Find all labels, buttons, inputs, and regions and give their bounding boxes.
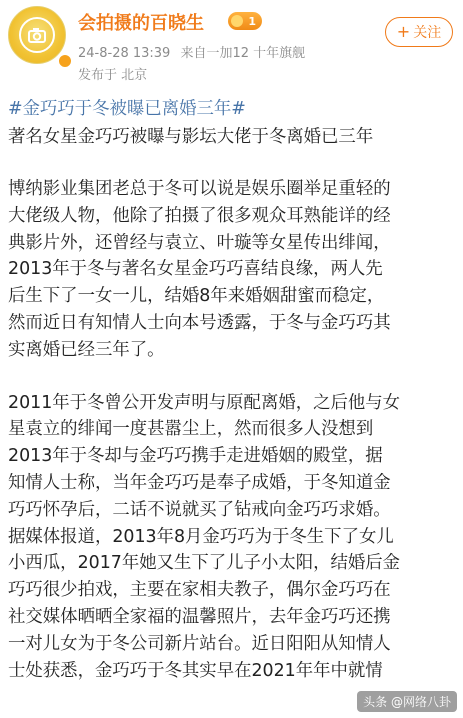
camera-icon <box>26 24 48 46</box>
paragraph-line: 一对儿女为于冬公司新片站台。近日阳阳从知情人 <box>8 633 391 654</box>
post-meta <box>78 42 311 61</box>
paragraph-line: 然而近日有知情人士向本号透露，于冬与金巧巧其 <box>8 312 391 333</box>
vip-badge[interactable] <box>228 12 262 30</box>
paragraph-line: 巧巧怀孕后，二话不说就买了钻戒向金巧巧求婚。 <box>8 499 391 520</box>
paragraph-line: 2011年于冬曾公开发声明与原配离婚，之后他与女 <box>8 392 401 413</box>
paragraph-line: 典影片外，还曾经与袁立、叶璇等女星传出绯闻， <box>8 232 391 253</box>
paragraph-line: 社交媒体晒晒全家福的温馨照片，去年金巧巧还携 <box>8 606 391 627</box>
paragraph-line: 据媒体报道，2013年8月金巧巧为于冬生下了女儿 <box>8 526 394 547</box>
paragraph-line: 博纳影业集团老总于冬可以说是娱乐圈举足重轻的 <box>8 179 391 199</box>
paragraph-1 <box>8 176 458 364</box>
vip-crown-icon <box>231 15 243 27</box>
author-avatar[interactable] <box>8 6 66 64</box>
paragraph-line: 星袁立的绯闻一度甚嚣尘上，然而很多人没想到 <box>8 419 374 440</box>
paragraph-line: 大佬级人物，他除了拍摄了很多观众耳熟能详的经 <box>8 205 391 226</box>
paragraph-line: 知情人士称，当年金巧巧是奉子成婚，于冬知道金 <box>8 472 391 493</box>
paragraph-line: 实离婚已经三年了。 <box>8 339 165 360</box>
post-header <box>0 0 463 92</box>
avatar-logo-icon <box>19 17 55 53</box>
paragraph-line: 士处获悉，金巧巧于冬其实早在2021年年中就情 <box>8 660 383 681</box>
author-name[interactable]: 会拍摄的百晓生 <box>78 13 204 34</box>
paragraph-2 <box>8 390 458 685</box>
paragraph-line: 巧巧很少拍戏，主要在家相夫教子，偶尔金巧巧在 <box>8 580 391 601</box>
source-watermark: 头条 @网络八卦 <box>357 691 457 712</box>
follow-label: 关注 <box>413 25 442 41</box>
vip-level: 1 <box>248 14 256 28</box>
post-lead: 著名女星金巧巧被曝与影坛大佬于冬离婚已三年 <box>8 127 374 147</box>
post-source[interactable]: 来自一加12 十年旗舰 <box>180 46 306 61</box>
hashtag-link[interactable]: #金巧巧于冬被曝已离婚三年# <box>8 99 246 119</box>
plus-icon: + <box>396 22 411 41</box>
paragraph-line: 后生下了一女一儿，结婚8年来婚姻甜蜜而稳定， <box>8 286 385 307</box>
verified-badge-icon <box>57 53 73 69</box>
paragraph-line: 2013年于冬却与金巧巧携手走进婚姻的殿堂，据 <box>8 446 383 467</box>
post-location: 发布于 北京 <box>78 68 148 83</box>
post-content <box>8 96 458 684</box>
follow-button[interactable] <box>385 17 453 47</box>
paragraph-line: 小西瓜，2017年她又生下了儿子小太阳，结婚后金 <box>8 553 401 574</box>
paragraph-line: 2013年于冬与著名女星金巧巧喜结良缘，两人先 <box>8 259 383 280</box>
post-date: 24-8-28 13:39 <box>78 46 171 61</box>
